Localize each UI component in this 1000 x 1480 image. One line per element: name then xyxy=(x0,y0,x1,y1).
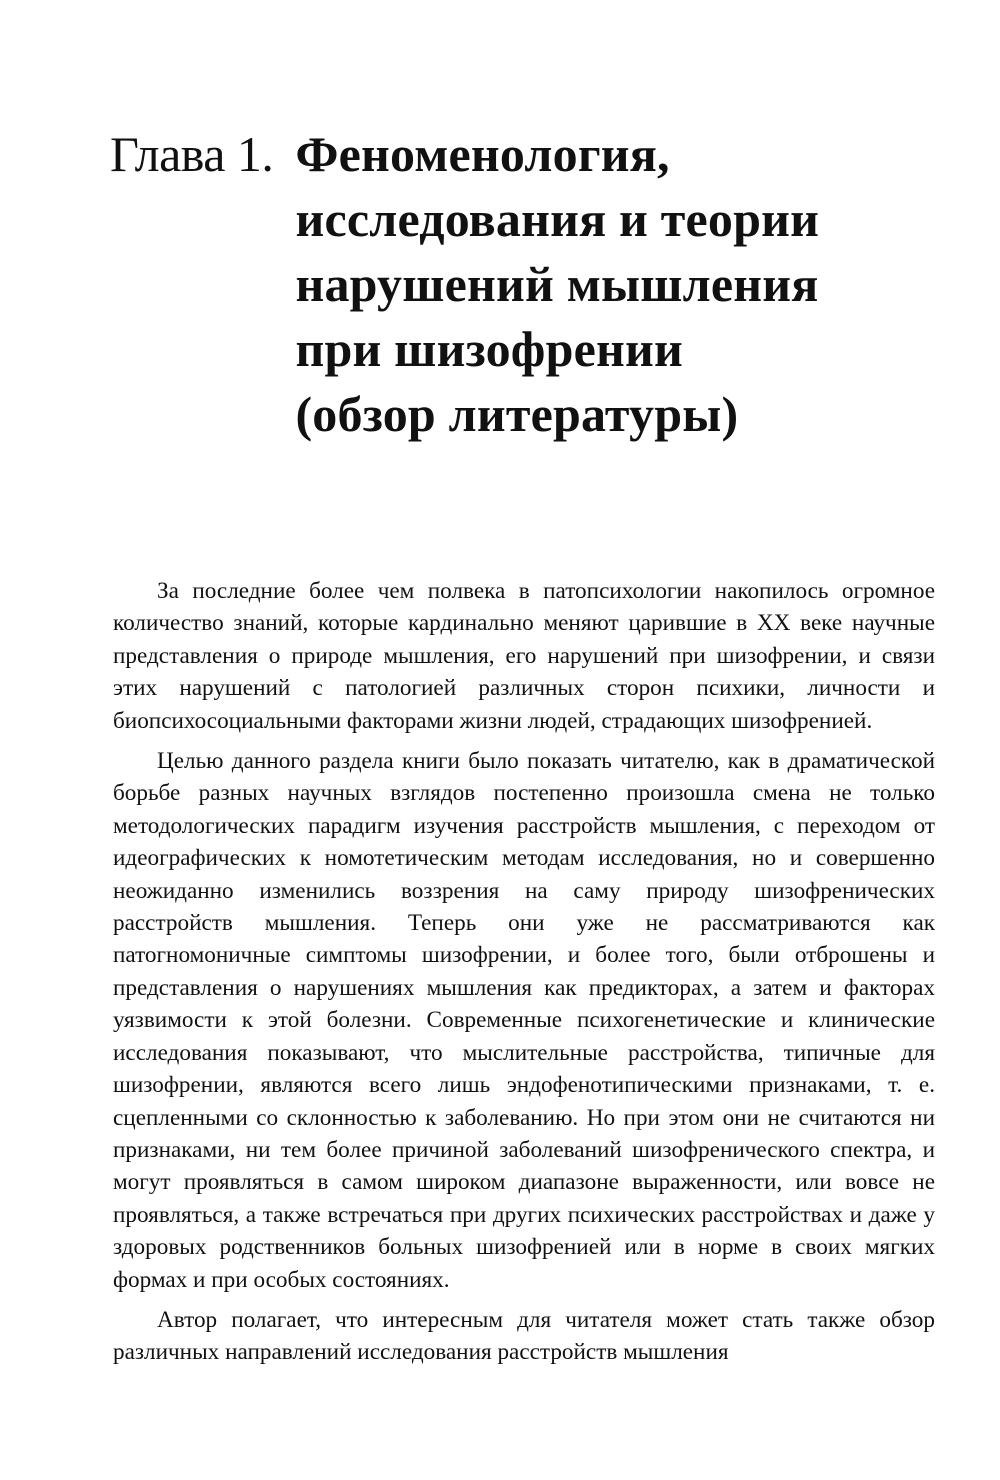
chapter-title-line: (обзор литературы) xyxy=(295,386,739,442)
chapter-title-line: нарушений мышления xyxy=(295,256,819,312)
chapter-title-line: при шизофрении xyxy=(295,321,684,377)
paragraph: За последние более чем полвека в патопсихологии накопилось огромное количество знаний, которые кардинально меняют царившие в XX веке научные представления о природе мышления, его нарушений при шизофрении, и связи этих нарушений с патологией различных сторон психики, личности и биопсихосоциальными факторами жизни людей, страдающих шизофренией. xyxy=(113,578,935,734)
paragraph: Автор полагает, что интересным для читателя может стать также обзор различных направлений исследования расстройств мышления xyxy=(113,1306,935,1366)
chapter-title xyxy=(295,122,819,447)
chapter-heading xyxy=(110,122,950,447)
chapter-title-line: Феноменология, xyxy=(295,126,670,182)
body-text xyxy=(113,575,935,1377)
chapter-title-line: исследования и теории xyxy=(295,191,820,247)
chapter-label: Глава 1. xyxy=(110,126,274,182)
paragraph: Целью данного раздела книги было показать читателю, как в драматической борьбе разных научных взглядов постепенно произошла смена не только методологических парадигм изучения расстройств мышления, с переходом от идеографических к номотетическим методам исследования, но и совершенно неожиданно изменились воззрения на саму природу шизофренических расстройств мышления. Теперь они уже не рассматриваются как патогномоничные симптомы шизофрении, и более того, были отброшены и представления о нарушениях мышления как предикторах, а затем и факторах уязвимости к этой болезни. Современные психогенетические и клинические исследования показывают, что мыслительные расстройства, типичные для шизофрении, являются всего лишь эндофенотипическими признаками, т. е. сцепленными со склонностью к заболеванию. Но при этом они не считаются ни признаками, ни тем более причиной заболеваний шизофренического спектра, и могут проявляться в самом широком диапазоне выраженности, или вовсе не проявляться, а также встречаться при других психических расстройствах и даже у здоровых родственников больных шизофренией или в норме в своих мягких формах и при особых состояниях. xyxy=(113,748,935,1293)
